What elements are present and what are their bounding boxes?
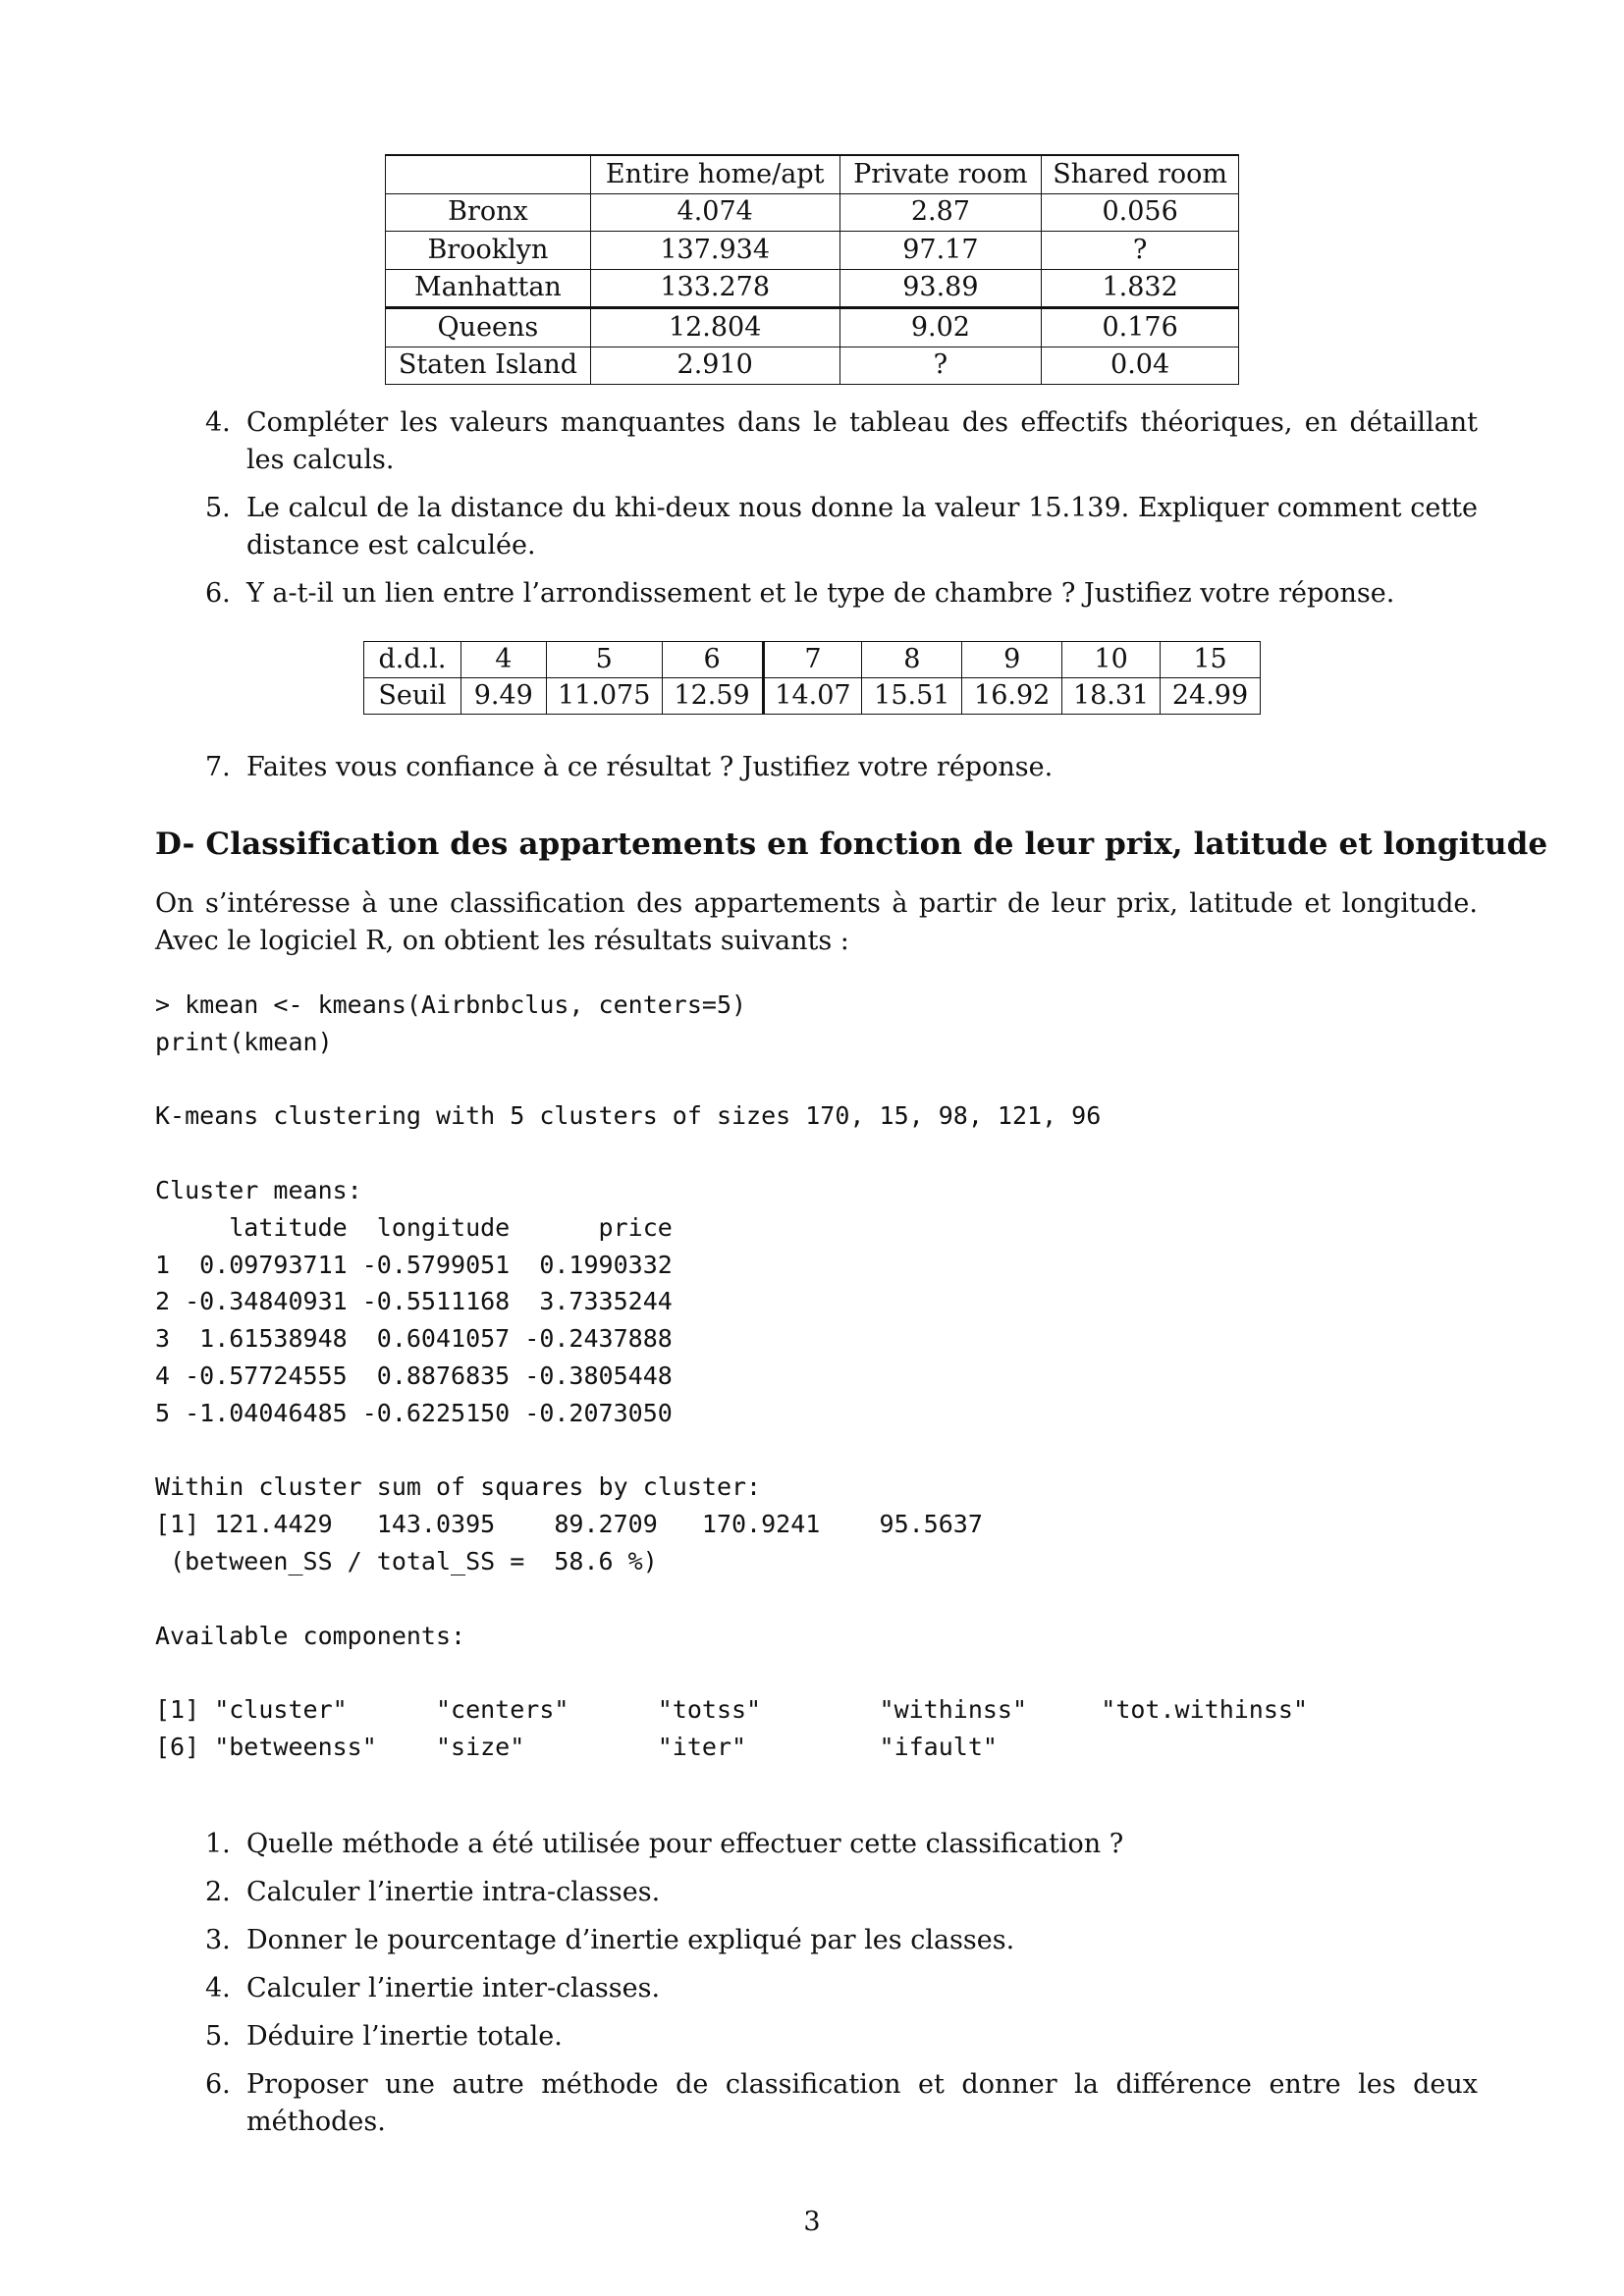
cluster-means-row: 1 0.09793711 -0.5799051 0.1990332	[155, 1250, 673, 1279]
chi2-threshold-table	[363, 641, 1261, 715]
question-item	[155, 749, 1478, 786]
table-row	[386, 193, 1239, 232]
row-label: Seuil	[364, 678, 461, 715]
components-title: Available components:	[155, 1621, 466, 1650]
components-line: [6] "betweenss" "size" "iter" "ifault"	[155, 1732, 998, 1761]
header-cell: Private room	[839, 155, 1042, 193]
ddl-cell: 7	[763, 642, 862, 678]
cluster-means-header: latitude longitude price	[155, 1212, 673, 1242]
table-row	[386, 232, 1239, 270]
cluster-means-row: 5 -1.04046485 -0.6225150 -0.2073050	[155, 1398, 673, 1427]
r-command: > kmean <- kmeans(Airbnbclus, centers=5)	[155, 990, 747, 1019]
table-cell: 137.934	[590, 232, 839, 270]
table-row	[386, 308, 1239, 347]
question-item	[155, 2018, 1478, 2056]
seuil-row	[364, 678, 1261, 715]
question-text: Donner le pourcentage d’inertie expliqué par les classes.	[246, 1925, 1015, 1955]
table-cell: 9.02	[839, 308, 1042, 347]
section-heading: D- Classification des appartements en fonction de leur prix, latitude et longitude	[155, 827, 1548, 862]
kmeans-summary: K-means clustering with 5 clusters of sizes 170, 15, 98, 121, 96	[155, 1101, 1102, 1131]
ddl-cell: 4	[460, 642, 546, 678]
table-cell: 0.04	[1042, 347, 1239, 385]
question-number: 3.	[205, 1925, 231, 1955]
question-number: 6.	[205, 578, 231, 609]
row-label: Brooklyn	[386, 232, 591, 270]
question-item	[155, 404, 1478, 479]
question-text: Y a-t-il un lien entre l’arrondissement et le type de chambre ? Justifiez votre réponse.	[246, 578, 1395, 609]
question-item	[155, 1970, 1478, 2007]
table-header-row	[386, 155, 1239, 193]
question-item	[155, 1874, 1478, 1911]
question-text: Calculer l’inertie intra-classes.	[246, 1877, 661, 1907]
question-text: Faites vous confiance à ce résultat ? Justifiez votre réponse.	[246, 752, 1054, 782]
ddl-cell: 9	[962, 642, 1062, 678]
table-cell: 2.87	[839, 193, 1042, 232]
question-text: Le calcul de la distance du khi-deux nous donne la valeur 15.139. Expliquer comment cette distance est calculée.	[246, 493, 1478, 561]
row-label: Manhattan	[386, 269, 591, 308]
seuil-cell: 12.59	[662, 678, 763, 715]
question-item	[155, 490, 1478, 564]
row-label: Staten Island	[386, 347, 591, 385]
table-cell: 4.074	[590, 193, 839, 232]
question-number: 1.	[205, 1829, 231, 1859]
header-cell: Entire home/apt	[590, 155, 839, 193]
section-intro: On s’intéresse à une classification des appartements à partir de leur prix, latitude et longitude. Avec le logiciel R, on obtient les résultats suivants :	[155, 888, 1478, 956]
table-cell: 93.89	[839, 269, 1042, 308]
row-label: Queens	[386, 308, 591, 347]
row-label: d.d.l.	[364, 642, 461, 678]
table-cell: 133.278	[590, 269, 839, 308]
question-text: Calculer l’inertie inter-classes.	[246, 1973, 661, 2003]
question-text: Quelle méthode a été utilisée pour effectuer cette classification ?	[246, 1829, 1124, 1859]
question-text: Proposer une autre méthode de classification et donner la différence entre les deux méthodes.	[246, 2069, 1478, 2137]
cluster-means-title: Cluster means:	[155, 1175, 362, 1204]
question-item	[155, 1826, 1478, 1863]
seuil-cell: 24.99	[1161, 678, 1261, 715]
table-cell: 0.176	[1042, 308, 1239, 347]
between-total-ratio: (between_SS / total_SS = 58.6 %)	[155, 1546, 658, 1575]
seuil-cell: 16.92	[962, 678, 1062, 715]
question-text: Déduire l’inertie totale.	[246, 2021, 563, 2052]
withinss-values: [1] 121.4429 143.0395 89.2709 170.9241 95.5637	[155, 1510, 983, 1539]
cluster-means-row: 2 -0.34840931 -0.5511168 3.7335244	[155, 1287, 673, 1316]
ddl-cell: 10	[1062, 642, 1161, 678]
questions-part-c	[155, 404, 1478, 623]
table-row	[386, 347, 1239, 385]
seuil-cell: 9.49	[460, 678, 546, 715]
question-number: 2.	[205, 1877, 231, 1907]
header-cell: Shared room	[1042, 155, 1239, 193]
question-number: 6.	[205, 2069, 231, 2100]
seuil-cell: 14.07	[763, 678, 862, 715]
question-item	[155, 1922, 1478, 1959]
table-cell-missing: ?	[1042, 232, 1239, 270]
header-cell-empty	[386, 155, 591, 193]
question-text: Compléter les valeurs manquantes dans le tableau des effectifs théoriques, en détaillant les calculs.	[246, 407, 1478, 475]
table-cell: 97.17	[839, 232, 1042, 270]
ddl-cell: 5	[546, 642, 662, 678]
table-cell-missing: ?	[839, 347, 1042, 385]
seuil-cell: 18.31	[1062, 678, 1161, 715]
row-label: Bronx	[386, 193, 591, 232]
r-console-output	[155, 987, 1308, 1766]
question-item	[155, 575, 1478, 613]
ddl-cell: 6	[662, 642, 763, 678]
questions-part-d	[155, 1826, 1478, 2152]
page-number: 3	[803, 2207, 821, 2237]
table-cell: 1.832	[1042, 269, 1239, 308]
question-number: 7.	[205, 752, 231, 782]
question-number: 5.	[205, 493, 231, 523]
ddl-row	[364, 642, 1261, 678]
ddl-cell: 8	[862, 642, 962, 678]
seuil-cell: 15.51	[862, 678, 962, 715]
r-command: print(kmean)	[155, 1027, 333, 1056]
seuil-cell: 11.075	[546, 678, 662, 715]
cluster-means-row: 3 1.61538948 0.6041057 -0.2437888	[155, 1324, 673, 1354]
question-item	[155, 2066, 1478, 2141]
table-cell: 12.804	[590, 308, 839, 347]
table-cell: 0.056	[1042, 193, 1239, 232]
expected-counts-table	[385, 154, 1239, 385]
withinss-title: Within cluster sum of squares by cluster:	[155, 1472, 762, 1502]
ddl-cell: 15	[1161, 642, 1261, 678]
question-7	[155, 749, 1478, 797]
cluster-means-row: 4 -0.57724555 0.8876835 -0.3805448	[155, 1361, 673, 1390]
table-cell: 2.910	[590, 347, 839, 385]
table-row	[386, 269, 1239, 308]
components-line: [1] "cluster" "centers" "totss" "withinss" "tot.withinss"	[155, 1695, 1308, 1725]
question-number: 5.	[205, 2021, 231, 2052]
question-number: 4.	[205, 407, 231, 438]
question-number: 4.	[205, 1973, 231, 2003]
